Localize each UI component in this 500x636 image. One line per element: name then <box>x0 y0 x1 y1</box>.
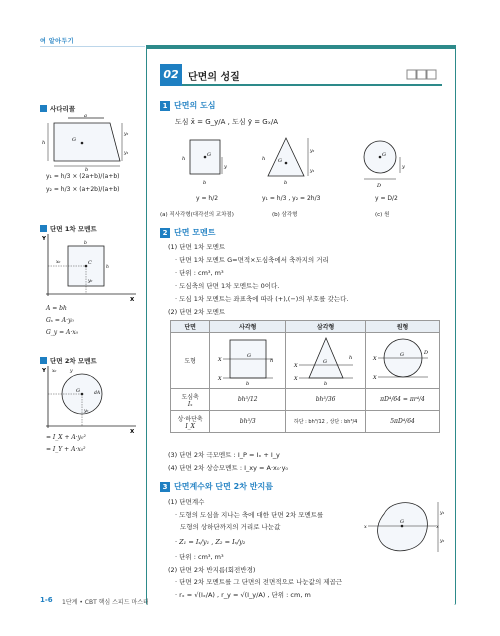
section-title: 단면의 성질 <box>188 72 240 83</box>
side-formula-parallel-y: = I_Y + A·x₀² <box>46 446 86 453</box>
svg-text:Y: Y <box>42 368 46 374</box>
svg-text:G: G <box>399 351 404 358</box>
svg-text:X: X <box>293 375 298 382</box>
first-moment-bullet-4: · 도심 1차 모멘트는 좌표축에 따라 (+),(−)의 부호를 갖는다. <box>175 295 349 303</box>
triangle-section-icon <box>289 334 363 386</box>
table-header: 삼각형 <box>286 321 366 333</box>
second-moment-diagram <box>40 364 140 434</box>
tri-centroid-formula: y₁ = h/3 , y₂ = 2h/3 <box>262 195 321 202</box>
svg-text:y₁: y₁ <box>124 151 129 156</box>
svg-text:h: h <box>348 354 352 361</box>
svg-text:b: b <box>203 180 207 186</box>
section-modulus-heading: (1) 단면계수 <box>168 498 205 506</box>
svg-text:Y: Y <box>42 236 46 242</box>
table-cell: 5πD⁴/64 <box>366 411 440 433</box>
table-cell: πD⁴/64 = πr⁴/4 <box>366 389 440 411</box>
svg-text:X: X <box>293 362 298 369</box>
table-figure-triangle <box>286 333 366 389</box>
svg-text:b: b <box>84 241 87 246</box>
caption-c: (c) 원 <box>375 212 390 218</box>
svg-text:y₂: y₂ <box>440 539 445 544</box>
svg-text:b: b <box>284 180 288 186</box>
rect-section-icon <box>213 334 283 386</box>
svg-text:C: C <box>88 260 92 266</box>
table-header: 사각형 <box>210 321 286 333</box>
radius-heading: (2) 단면 2차 반지름(회전반경) <box>168 566 256 574</box>
table-figure-circle <box>366 333 440 389</box>
radius-bullet-2: · rₓ = √(Iₓ/A) , r_y = √(I_y/A) , 단위 : cm, m <box>175 591 311 599</box>
caption-a: (a) 직사각형(대각선의 교차점) <box>160 212 234 218</box>
table-row-label: 상·하단축 I_X <box>171 411 210 433</box>
section-modulus-bullet-1: · 도형의 도심을 지나는 축에 대한 단면 2차 모멘트를 <box>175 511 324 519</box>
side-heading-first-moment: 단면 1차 모멘트 <box>40 224 97 233</box>
svg-text:D: D <box>423 349 428 356</box>
svg-text:y: y <box>70 369 73 374</box>
svg-text:y₂: y₂ <box>124 132 129 137</box>
svg-text:G: G <box>207 152 211 158</box>
svg-text:G: G <box>246 352 251 359</box>
section-modulus-unit: · 단위 : cm³, m³ <box>175 553 224 561</box>
table-header: 단면 <box>171 321 210 333</box>
caption-b: (b) 삼각형 <box>272 212 298 218</box>
svg-text:y₀: y₀ <box>88 279 93 284</box>
svg-text:G: G <box>76 388 80 394</box>
second-moment-heading: (2) 단면 2차 모멘트 <box>168 308 226 316</box>
side-formula-gx: Gₓ = A·y₀ <box>46 317 74 324</box>
section-modulus-diagram <box>364 496 446 558</box>
svg-text:a: a <box>84 113 87 119</box>
svg-text:y₁: y₁ <box>440 511 445 516</box>
svg-text:X: X <box>130 297 135 302</box>
svg-text:G: G <box>382 152 386 158</box>
svg-text:y₁: y₁ <box>310 169 315 174</box>
side-formula-area: A = bh <box>46 305 67 312</box>
side-formula-1: y₁ = h/3 × (2a+b)/(a+b) <box>46 173 120 180</box>
first-moment-bullet-3: · 도심축의 단면 1차 모멘트는 0이다. <box>175 282 280 290</box>
table-header: 원형 <box>366 321 440 333</box>
svg-text:b: b <box>323 380 327 386</box>
svg-text:y₀: y₀ <box>84 409 89 414</box>
svg-text:y₂: y₂ <box>310 149 315 154</box>
table-row-label: 도심축 Iₓ <box>171 389 210 411</box>
svg-text:x₀: x₀ <box>56 260 61 265</box>
side-formula-gy: G_y = A·x₀ <box>46 329 79 336</box>
svg-text:X: X <box>130 429 135 434</box>
svg-text:b: b <box>85 167 89 171</box>
centroid-formula: 도심 x̄ = G_y/A , 도심 ȳ = Gₓ/A <box>175 118 278 126</box>
subsection-2-title: 2 단면 모멘트 <box>160 227 215 238</box>
table-cell: 하단 : bh³/12 , 상단 : bh³/4 <box>286 411 366 433</box>
svg-text:G: G <box>322 358 327 365</box>
svg-text:y: y <box>224 164 227 170</box>
svg-text:G: G <box>72 137 76 143</box>
panel-top-bar <box>146 45 456 49</box>
side-heading-second-moment: 단면 2차 모멘트 <box>40 356 97 365</box>
svg-text:X: X <box>217 375 222 382</box>
svg-text:X: X <box>372 374 377 381</box>
check-boxes-icon <box>406 69 438 80</box>
section-number: 02 <box>160 64 182 86</box>
top-tag: 여 알아두기 <box>40 38 75 45</box>
side-formula-2: y₂ = h/3 × (a+2b)/(a+b) <box>46 186 120 193</box>
table-cell: bh³/12 <box>210 389 286 411</box>
centroid-shapes-diagram <box>168 132 438 192</box>
svg-text:h: h <box>269 357 273 364</box>
section-modulus-bullet-1b: 도형의 상하단까지의 거리로 나눈값 <box>180 523 281 531</box>
svg-text:G: G <box>278 158 282 164</box>
section-modulus-formula: · Z₁ = Iₓ/y₁ , Z₂ = Iₓ/y₂ <box>175 538 246 546</box>
svg-text:h: h <box>262 156 266 162</box>
polar-moment-line: (3) 단면 2차 극모멘트 : I_P = Iₓ + I_y <box>168 451 280 459</box>
first-moment-bullet-1: · 단면 1차 모멘트 G=면적×도심축에서 축까지의 거리 <box>175 256 329 264</box>
circle-centroid-formula: y = D/2 <box>375 195 398 202</box>
rect-centroid-formula: y = h/2 <box>196 195 219 202</box>
svg-text:x: x <box>436 524 439 530</box>
side-formula-parallel-x: = I_X + A·y₀² <box>46 434 86 441</box>
svg-text:x: x <box>364 524 367 530</box>
divider <box>40 46 145 47</box>
svg-text:x₀: x₀ <box>52 369 57 374</box>
trapezoid-diagram <box>40 113 140 171</box>
subsection-1-title: 1 단면의 도심 <box>160 100 215 111</box>
svg-text:h: h <box>106 265 109 270</box>
side-heading-trapezoid: 사다리꼴 <box>40 104 75 113</box>
subsection-3-title: 3 단면계수와 단면 2차 반지름 <box>160 481 273 492</box>
svg-text:D: D <box>377 183 382 189</box>
svg-text:b: b <box>245 380 249 386</box>
svg-text:dA: dA <box>94 391 101 396</box>
svg-text:h: h <box>42 140 46 146</box>
svg-text:h: h <box>182 156 186 162</box>
svg-text:G: G <box>400 519 404 525</box>
second-moment-table <box>170 320 440 433</box>
circle-section-icon <box>368 334 438 386</box>
radius-bullet-1: · 단면 2차 모멘트를 그 단면의 전면적으로 나눈값의 제곱근 <box>175 578 343 586</box>
table-row-label: 도형 <box>171 333 210 389</box>
first-moment-diagram <box>40 232 140 302</box>
page-number: 1-6 <box>40 596 53 604</box>
product-moment-line: (4) 단면 2차 상승모멘트 : I_xy = A·x₀·y₀ <box>168 464 289 472</box>
footer-text: 1단계 • CBT 핵심 스피드 마스터 <box>62 599 149 606</box>
table-figure-rect <box>210 333 286 389</box>
first-moment-bullet-2: · 단위 : cm³, m³ <box>175 269 224 277</box>
table-cell: bh³/36 <box>286 389 366 411</box>
svg-text:X: X <box>372 355 377 362</box>
svg-text:X: X <box>217 356 222 363</box>
table-cell: bh³/3 <box>210 411 286 433</box>
svg-text:y: y <box>402 164 405 170</box>
first-moment-heading: (1) 단면 1차 모멘트 <box>168 243 226 251</box>
